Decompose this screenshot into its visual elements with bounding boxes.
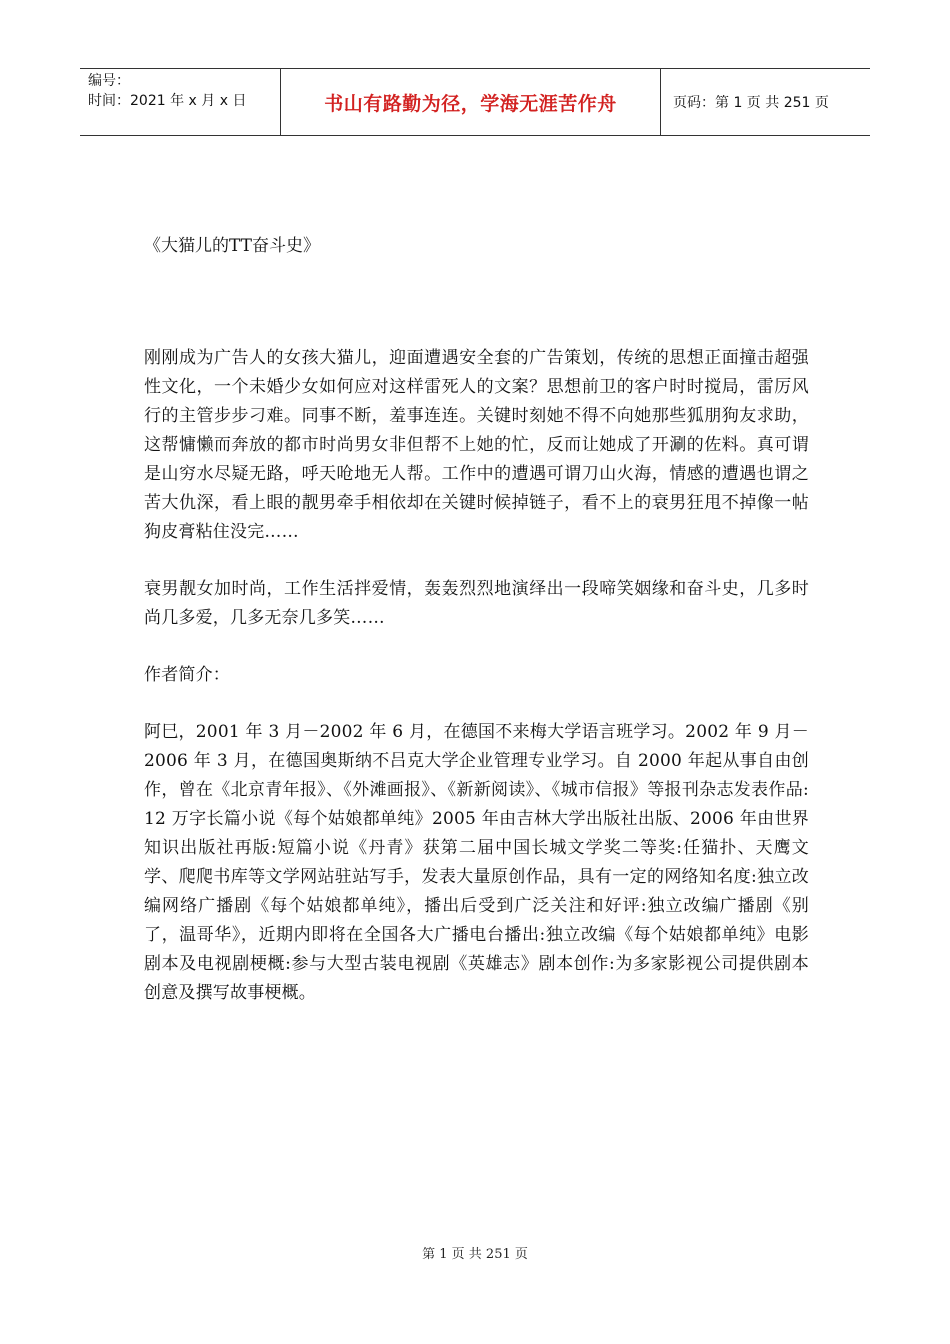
paragraph-synopsis: 刚刚成为广告人的女孩大猫儿，迎面遭遇安全套的广告策划，传统的思想正面撞击超强性文化，一个未婚少女如何应对这样雷死人的文案？思想前卫的客户时时搅局，雷厉风行的主管步步刁难。同事不断，羞事连连。关键时刻她不得不向她那些狐朋狗友求助，这帮慵懒而奔放的都市时尚男女非但帮不上她的忙，反而让她成了开涮的佐料。真可谓是山穷水尽疑无路，呼天呛地无人帮。工作中的遭遇可谓刀山火海，情感的遭遇也谓之苦大仇深，看上眼的靓男牵手相依却在关键时候掉链子，看不上的衰男狂甩不掉像一帖狗皮膏粘住没完……: [144, 348, 809, 542]
paragraph-author-heading: 作者简介：: [144, 665, 230, 685]
page-header: [80, 68, 870, 136]
motto-text: 书山有路勤为径，学海无涯苦作舟: [324, 92, 617, 115]
document-title: 《大猫儿的TT奋斗史》: [144, 236, 320, 256]
header-meta: [80, 69, 281, 135]
page-footer: 第 1 页 共 251 页: [422, 1247, 528, 1262]
document-body: [144, 220, 809, 1008]
paragraph-author-bio: 阿巳，2001 年 3 月－2002 年 6 月，在德国不来梅大学语言班学习。2002 年 9 月－2006 年 3 月，在德国奥斯纳不吕克大学企业管理专业学习。自 2000 年起从事自由创作，曾在《北京青年报》、《外滩画报》、《新新阅读》、《城市信报》等报刊杂志发表作品:12 万字长篇小说《每个姑娘都单纯》2005 年由吉林大学出版社出版、2006 年由世界知识出版社再版:短篇小说《丹青》获第二届中国长城文学奖二等奖:任猫扑、天鹰文学、爬爬书库等文学网站驻站写手，发表大量原创作品，具有一定的网络知名度:独立改编网络广播剧《每个姑娘都单纯》，播出后受到广泛关注和好评:独立改编广播剧《别了，温哥华》，近期内即将在全国各大广播电台播出:独立改编《每个姑娘都单纯》电影剧本及电视剧梗概:参与大型古装电视剧《英雄志》剧本创作:为多家影视公司提供剧本创意及撰写故事梗概。: [144, 722, 809, 1003]
header-motto-cell: [281, 69, 661, 135]
number-label: 编号：: [88, 73, 130, 89]
page-info: 页码：第 1 页 共 251 页: [673, 95, 829, 111]
header-page-info-cell: [661, 69, 870, 135]
time-label: 时间：2021 年 x 月 x 日: [88, 93, 247, 109]
paragraph-tagline: 衰男靓女加时尚，工作生活拌爱情，轰轰烈烈地演绎出一段啼笑姻缘和奋斗史，几多时尚几多爱，几多无奈几多笑……: [144, 579, 809, 628]
